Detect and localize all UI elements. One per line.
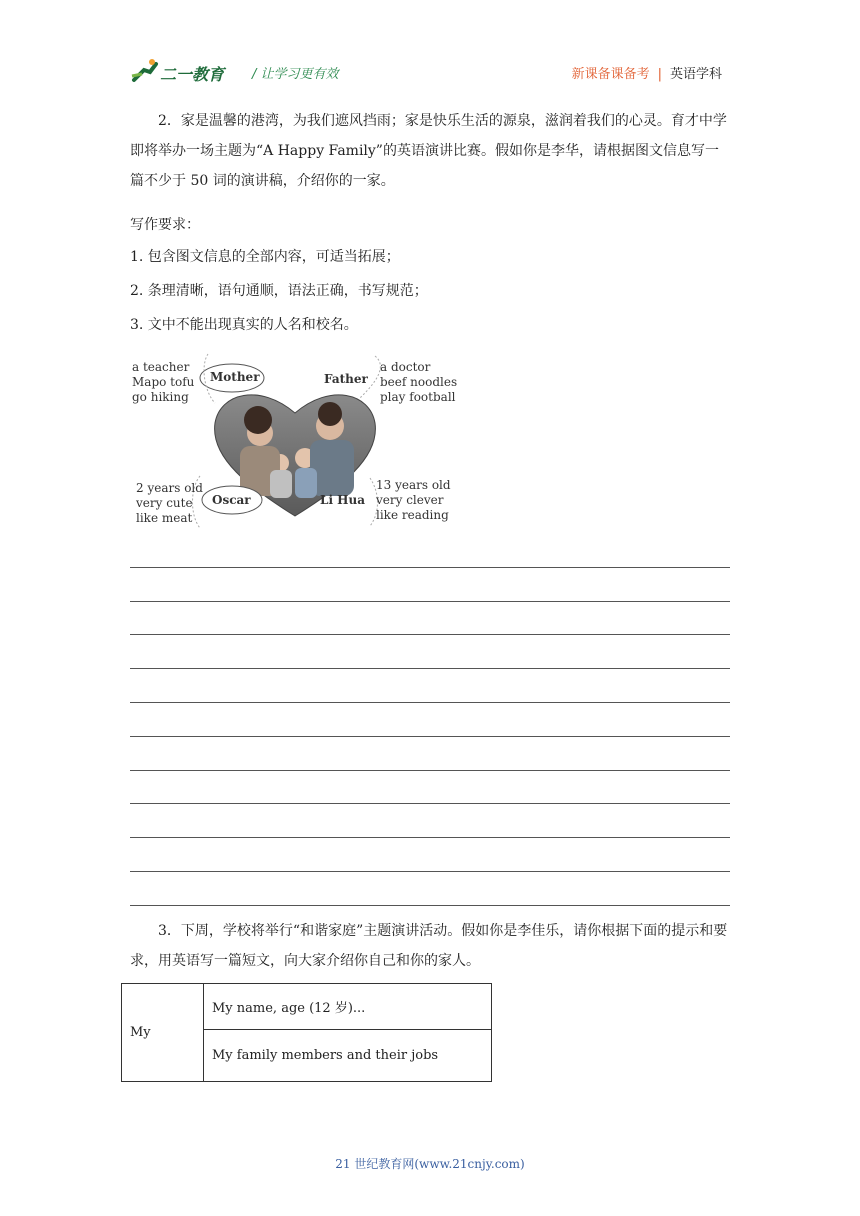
writing-line[interactable] (130, 803, 730, 804)
oscar-label: Oscar (212, 493, 251, 507)
mother-info (132, 360, 194, 405)
q2-requirement-1: 1. 包含图文信息的全部内容，可适当拓展； (130, 249, 400, 265)
writing-line[interactable] (130, 736, 730, 737)
writing-line[interactable] (130, 634, 730, 635)
outline-row-2: My family members and their jobs (204, 1030, 492, 1082)
father-info-2: beef noodles (380, 375, 458, 389)
lihua-label: Li Hua (320, 493, 366, 507)
outline-row-1: My name, age (12 岁)... (204, 984, 492, 1030)
lihua-info-1: 13 years old (376, 478, 451, 492)
q2-requirement-2: 2. 条理清晰，语句通顺，语法正确，书写规范； (130, 283, 428, 299)
family-figure (130, 348, 460, 533)
father-info (380, 360, 457, 405)
writing-line[interactable] (130, 905, 730, 906)
writing-line[interactable] (130, 567, 730, 568)
lihua-info-2: very clever (376, 493, 444, 507)
header-right (572, 63, 722, 82)
header-course-label: 新课备课备考 (571, 67, 650, 82)
logo-text: 二一教育 (160, 65, 225, 84)
oscar-info-1: 2 years old (136, 481, 203, 495)
q2-requirement-title: 写作要求： (130, 217, 200, 233)
logo (130, 56, 240, 88)
q2-requirement-3: 3. 文中不能出现真实的人名和校名。 (130, 317, 358, 333)
father-info-3: play football (380, 390, 456, 404)
mother-info-1: a teacher (132, 360, 190, 374)
writing-line[interactable] (130, 871, 730, 872)
q3-intro: 3．下周，学校将举行“和谐家庭”主题演讲活动。假如你是李佳乐，请你根据下面的提示和要求，用英语写一篇短文，向大家介绍你自己和你的家人。 (130, 923, 728, 969)
oscar-info (136, 481, 203, 526)
mother-info-3: go hiking (132, 390, 189, 404)
mother-info-2: Mapo tofu (132, 375, 195, 389)
header-separator: | (657, 67, 662, 82)
lihua-info (376, 478, 451, 523)
father-label: Father (324, 372, 368, 386)
page-footer: 21 世纪教育网(www.21cnjy.com) (335, 1157, 525, 1171)
slogan: / 让学习更有效 (252, 67, 339, 82)
runner-logo-icon (130, 56, 160, 86)
writing-line[interactable] (130, 770, 730, 771)
oscar-info-2: very cute (136, 496, 193, 510)
writing-line[interactable] (130, 668, 730, 669)
writing-line[interactable] (130, 702, 730, 703)
writing-line[interactable] (130, 837, 730, 838)
lihua-info-3: like reading (376, 508, 449, 522)
oscar-info-3: like meat (136, 511, 193, 525)
father-info-1: a doctor (380, 360, 431, 374)
mother-label: Mother (210, 370, 260, 384)
header-subject-label: 英语学科 (669, 67, 722, 82)
outline-table (121, 983, 492, 1082)
outline-left-cell: My (122, 984, 204, 1082)
page-header (130, 56, 730, 92)
q2-intro: 2．家是温馨的港湾，为我们遮风挡雨；家是快乐生活的源泉，滋润着我们的心灵。育才中学即将举办一场主题为“A Happy Family”的英语演讲比赛。假如你是李华，请根据图文信息写一篇不少于 50 词的演讲稿，介绍你的一家。 (130, 113, 727, 189)
writing-line[interactable] (130, 601, 730, 602)
